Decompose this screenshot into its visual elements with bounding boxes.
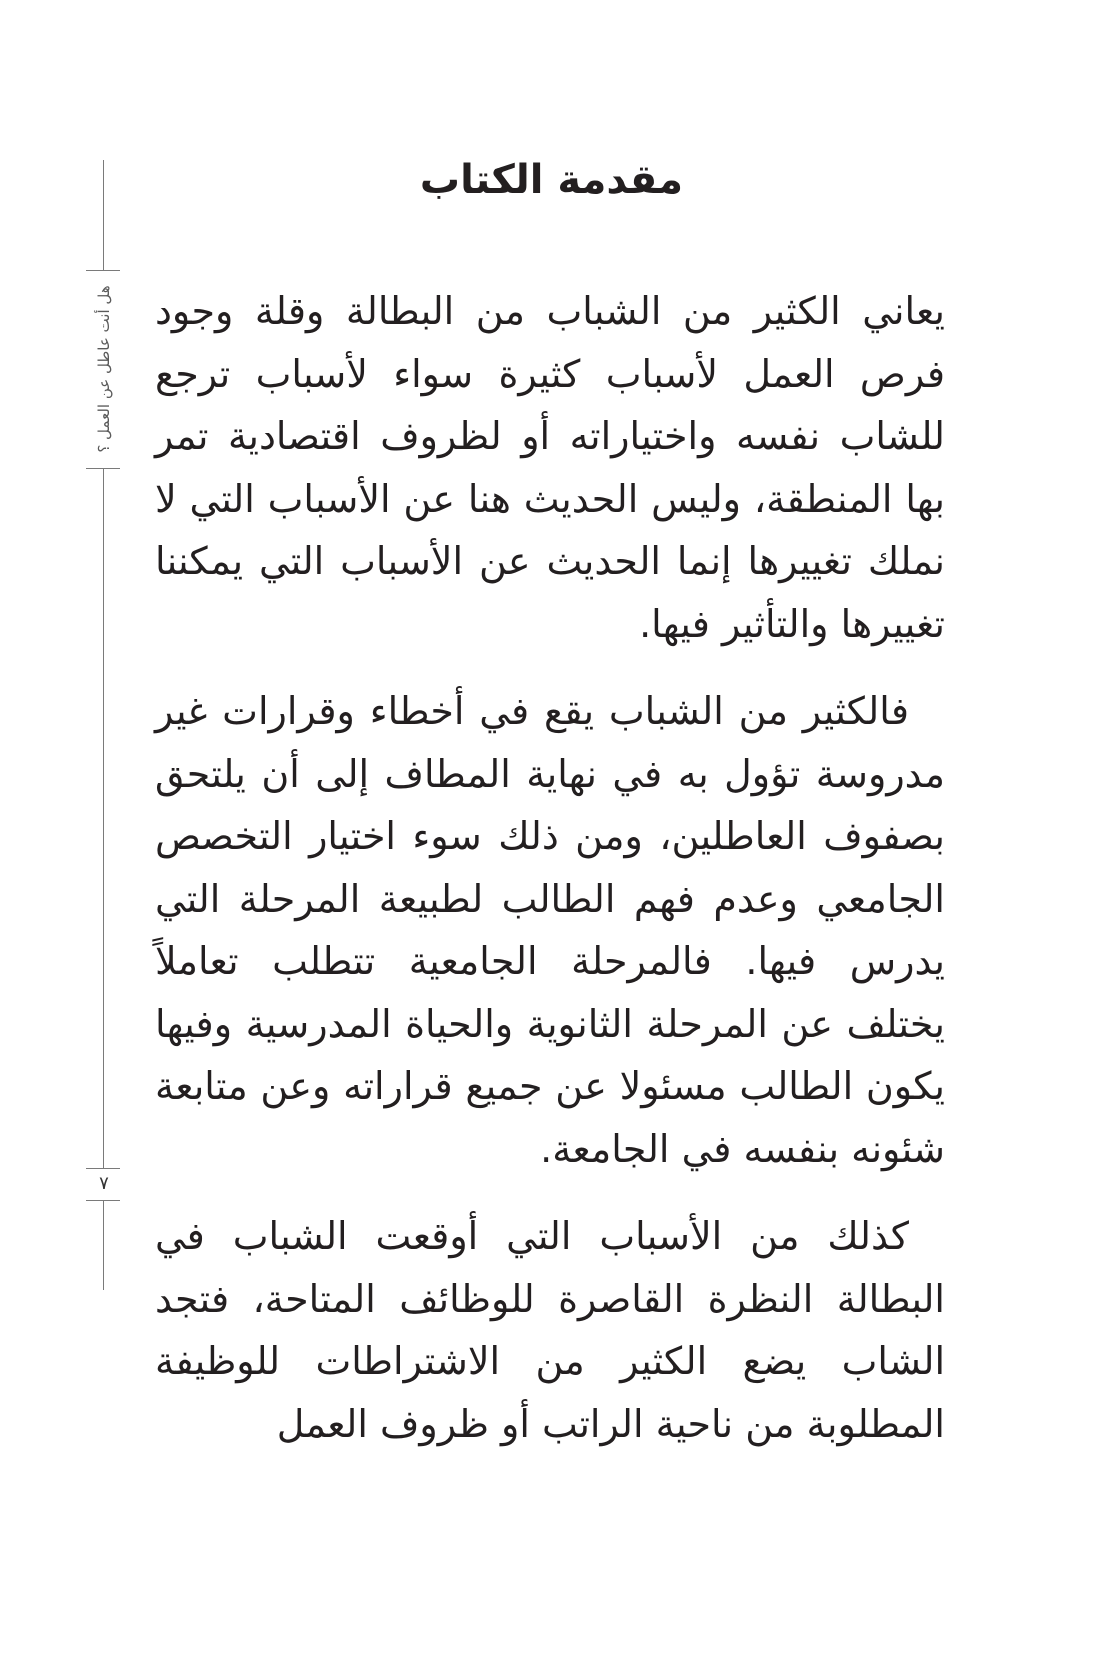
running-head: هل أنت عاطل عن العمل ؟ bbox=[95, 285, 113, 453]
page-title: مقدمة الكتاب bbox=[419, 157, 684, 203]
margin-tick bbox=[86, 1168, 120, 1169]
margin-tick bbox=[86, 270, 120, 271]
body-text bbox=[155, 280, 945, 1480]
paragraph-mistakes: فالكثير من الشباب يقع في أخطاء وقرارات غير مدروسة تؤول به في نهاية المطاف إلى أن يلتحق بصفوف العاطلين، ومن ذلك سوء اختيار التخصص الجامعي وعدم فهم الطالب لطبيعة المرحلة التي يدرس فيها. فالمرحلة الجامعية تتطلب تعاملاً يختلف عن المرحلة الثانوية والحياة المدرسية وفيها يكون الطالب مسئولا عن جميع قراراته وعن متابعة شئونه بنفسه في الجامعة. bbox=[155, 689, 945, 1171]
paragraph-job-view: كذلك من الأسباب التي أوقعت الشباب في البطالة النظرة القاصرة للوظائف المتاحة، فتجد الشاب يضع الكثير من الاشتراطات للوظيفة المطلوبة من ناحية الراتب أو ظروف العمل bbox=[155, 1214, 945, 1446]
paragraph-intro: يعاني الكثير من الشباب من البطالة وقلة وجود فرص العمل لأسباب كثيرة سواء لأسباب ترجع للشاب نفسه واختياراته أو لظروف اقتصادية تمر بها المنطقة، وليس الحديث هنا عن الأسباب التي لا نملك تغييرها إنما الحديث عن الأسباب التي يمكننا تغييرها والتأثير فيها. bbox=[155, 289, 945, 646]
margin-rule-top bbox=[103, 160, 104, 270]
margin-rule-middle bbox=[103, 468, 104, 1168]
margin-rule-bottom bbox=[103, 1200, 104, 1290]
page-number: ٧ bbox=[99, 1173, 109, 1194]
